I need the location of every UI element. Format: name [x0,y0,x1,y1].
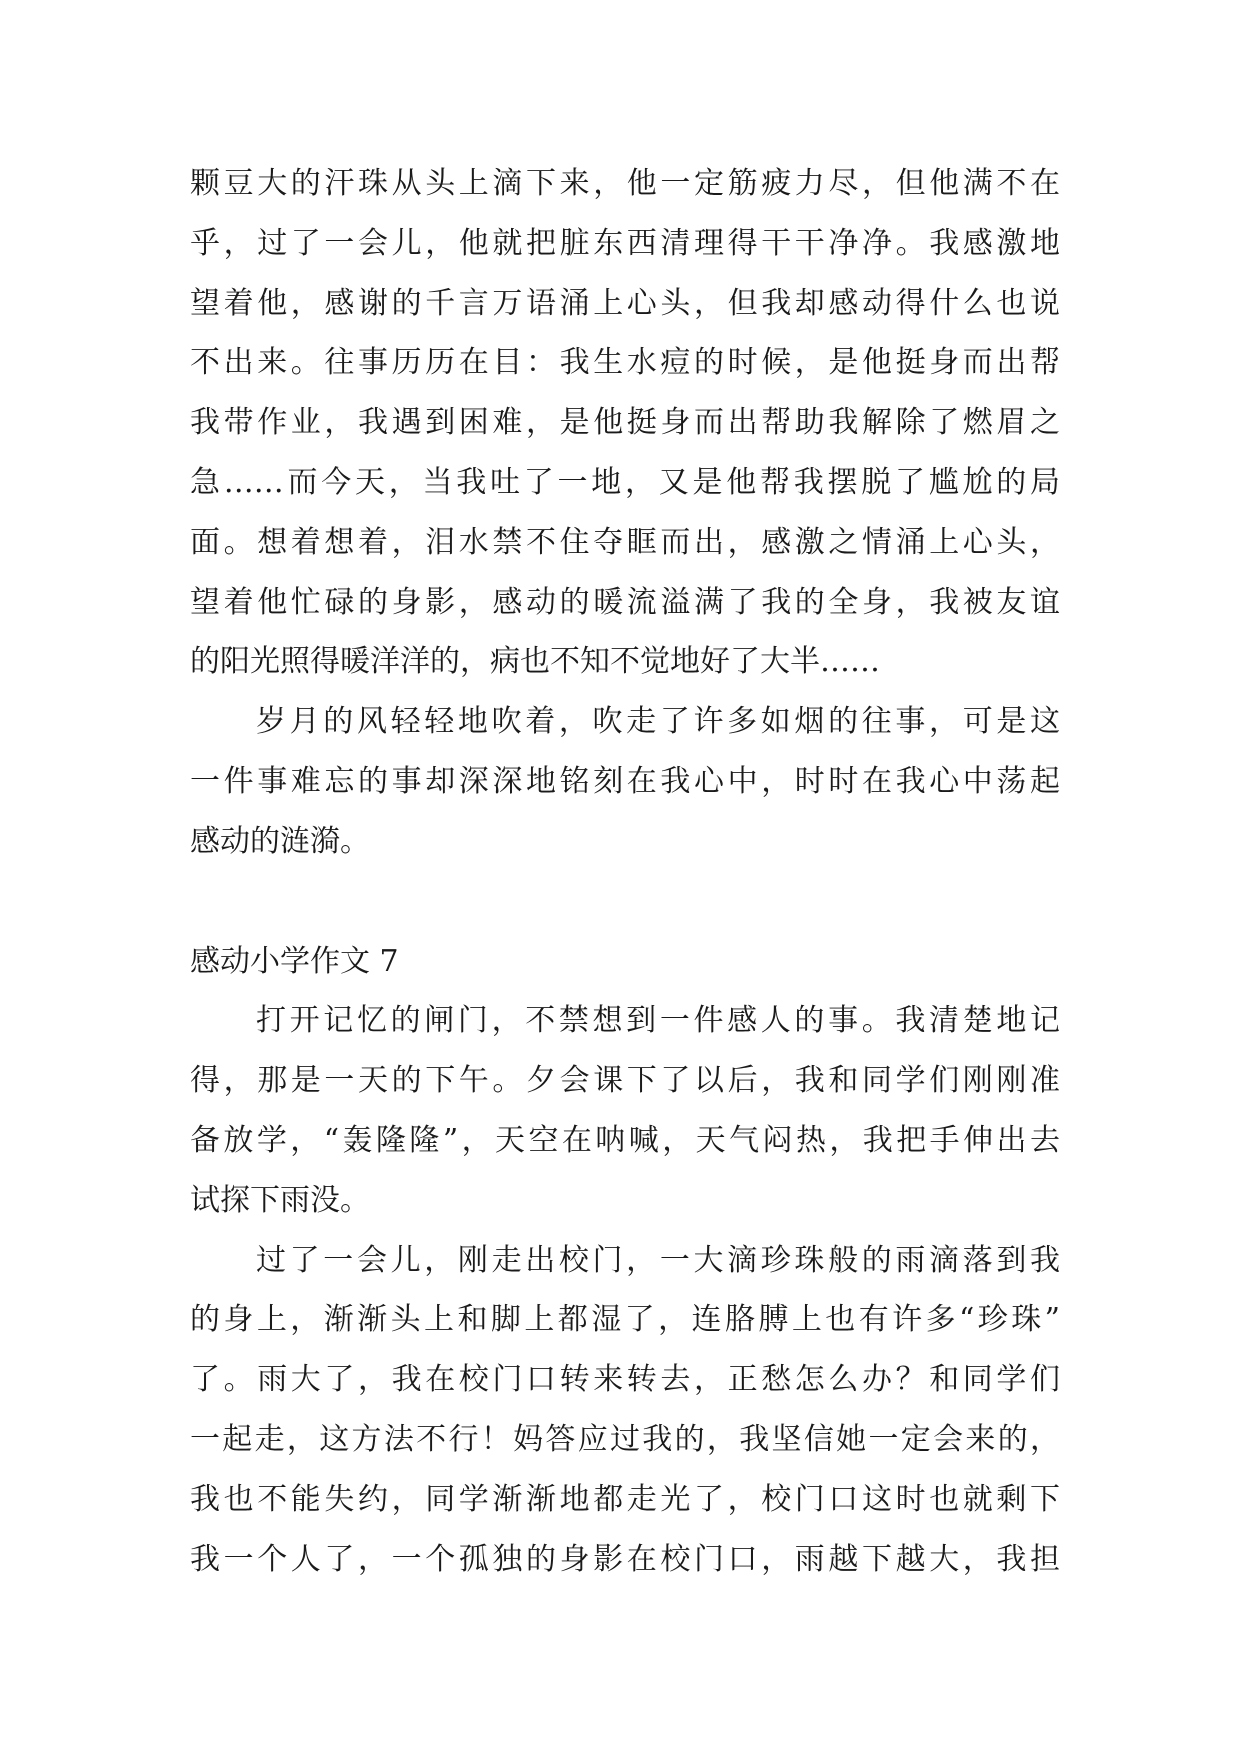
text-line: 了。雨大了，我在校门口转来转去，正愁怎么办？和同学们 [190,1362,1060,1398]
blank-line [190,872,1060,932]
text-line: 的阳光照得暖洋洋的，病也不知不觉地好了大半…… [190,644,880,680]
text-line: 急……而今天，当我吐了一地，又是他帮我摆脱了尴尬的局 [190,464,1060,500]
paragraph-1 [190,154,1060,692]
text-line: 得，那是一天的下午。夕会课下了以后，我和同学们刚刚准 [190,1063,1060,1099]
document-body [190,154,1060,1589]
text-line: 过了一会儿，刚走出校门，一大滴珍珠般的雨滴落到我 [256,1242,1060,1278]
text-line: 面。想着想着，泪水禁不住夺眶而出，感激之情涌上心头， [190,524,1060,560]
text-line: 的身上，渐渐头上和脚上都湿了，连胳膊上也有许多“珍珠” [190,1302,1060,1338]
text-line: 我也不能失约，同学渐渐地都走光了，校门口这时也就剩下 [190,1481,1060,1517]
text-line: 打开记忆的闸门，不禁想到一件感人的事。我清楚地记 [256,1003,1060,1039]
text-line: 一件事难忘的事却深深地铭刻在我心中，时时在我心中荡起 [190,763,1060,799]
section-title: 感动小学作文 7 [190,943,399,979]
paragraph-4 [190,1231,1060,1590]
text-line: 望着他忙碌的身影，感动的暖流溢满了我的全身，我被友谊 [190,584,1060,620]
text-line: 一起走，这方法不行！妈答应过我的，我坚信她一定会来的， [190,1421,1060,1457]
text-line: 不出来。往事历历在目：我生水痘的时候，是他挺身而出帮 [190,345,1060,381]
text-line: 感动的涟漪。 [190,823,370,859]
text-line: 颗豆大的汗珠从头上滴下来，他一定筋疲力尽，但他满不在 [190,166,1060,201]
text-line: 岁月的风轻轻地吹着，吹走了许多如烟的往事，可是这 [256,704,1060,740]
text-line: 望着他，感谢的千言万语涌上心头，但我却感动得什么也说 [190,285,1060,321]
text-line: 试探下雨没。 [190,1182,370,1218]
text-line: 乎，过了一会儿，他就把脏东西清理得干干净净。我感激地 [190,225,1060,261]
text-line: 我带作业，我遇到困难，是他挺身而出帮助我解除了燃眉之 [190,405,1060,441]
paragraph-3 [190,991,1060,1230]
text-line: 备放学，“轰隆隆”，天空在呐喊，天气闷热，我把手伸出去 [190,1122,1060,1158]
paragraph-2 [190,692,1060,871]
text-line: 我一个人了，一个孤独的身影在校门口，雨越下越大，我担 [190,1541,1060,1577]
